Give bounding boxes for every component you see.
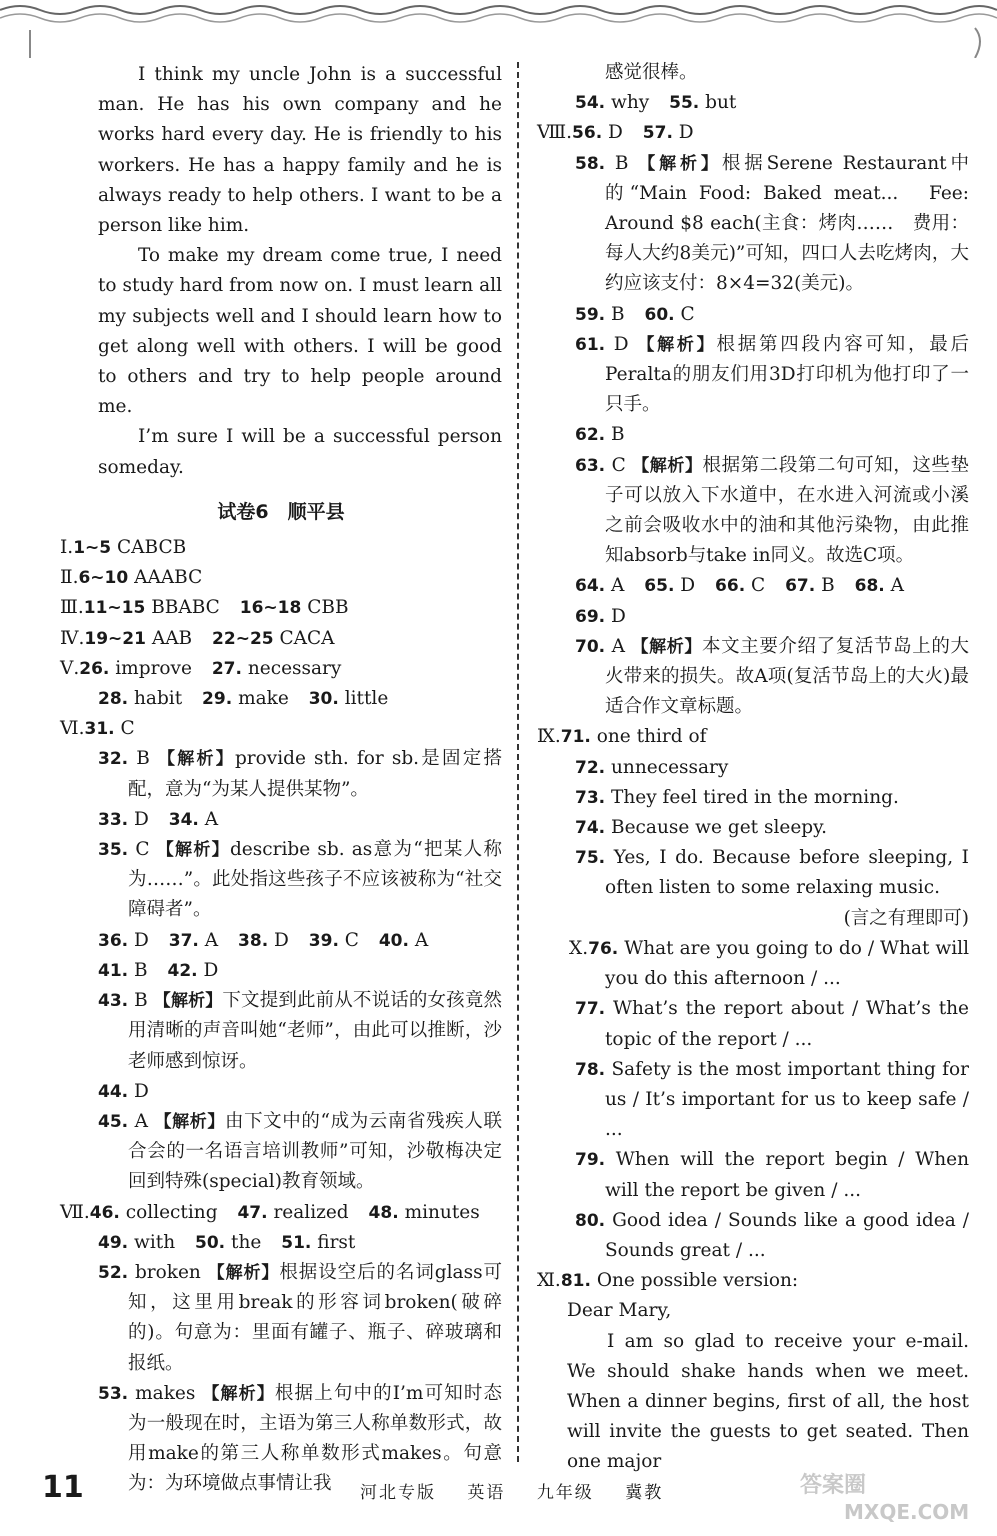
footer-edition: 河北专版 [360,1483,436,1503]
section-8: Ⅷ.56. D 57. D [537,122,694,144]
answer-41-42: 41. B 42. D [98,959,219,981]
answer-70: 70. A 【解析】本文主要介绍了复活节岛上的大火带来的损失。故A项(复活节岛上的大火)最适合作文章标题。 [575,635,969,718]
essay-paragraph-2: To make my dream come true, I need to study hard from now on. I must learn all my subjects well and I should learn how to get along well with others. I will be good to others and try to help people around me. [98,245,502,418]
answer-74: 74. Because we get sleepy. [575,817,827,839]
watermark-logo: 答案圈 [800,1473,867,1498]
letter-greeting: Dear Mary, [567,1300,672,1322]
answer-78: 78. Safety is the most important thing for us / It’s important for us to keep safe / ... [575,1058,969,1141]
answer-76: Ⅹ.76. What are you going to do / What will you do this afternoon / ... [569,937,969,990]
answer-69: 69. D [575,605,626,627]
answer-72: 72. unnecessary [575,756,729,778]
answer-53: 53. makes 【解析】根据上句中的I’m可知时态为一般现在时，主语为第三人称单数形式，故用make的第三人称单数形式makes。句意为：为环境做点事情让我 [98,1382,502,1495]
section-11: Ⅺ.81. One possible version: [537,1270,799,1292]
section-9: Ⅸ.71. one third of [537,726,707,748]
essay-paragraph-1: I think my uncle John is a successful man. He has his own company and he works hard every day. He is friendly to his workers. He has a happy family and he is always ready to help others. I want to be a person like him. [98,64,502,237]
answer-61: 61. D 【解析】根据第四段内容可知，最后Peralta的朋友们用3D打印机为他打印了一只手。 [575,333,970,416]
right-column [537,58,969,1478]
section-title: 试卷6 顺平县 [217,500,345,523]
answer-54-55: 54. why 55. but [575,92,737,114]
section-6: Ⅵ.31. C [60,718,135,740]
top-decorative-border [0,0,997,58]
answer-36-40: 36. D 37. A 38. D 39. C 40. A [98,929,429,951]
answer-49-51: 49. with 50. the 51. first [98,1231,356,1253]
section-1: Ⅰ.1~5 CABCB [60,537,187,559]
page-number: 11 [42,1470,84,1505]
answer-62: 62. B [575,424,625,446]
section-3: Ⅲ.11~15 BBABC 16~18 CBB [60,597,349,619]
section-5: Ⅴ.26. improve 27. necessary [60,657,342,679]
answer-note: (言之有理即可) [843,907,969,929]
section-7: Ⅶ.46. collecting 47. realized 48. minutes [60,1201,480,1223]
column-divider [517,62,519,1462]
footer-info [360,1478,687,1503]
footer-grade: 九年级 [536,1483,594,1503]
answer-58: 58. B 【解析】根据Serene Restaurant中的“Main Food: Baked meat... Fee: Around $8 each(主食：烤肉…… 费用：每人大约8美元)”可知，四口人去吃烤肉，大约应该支付：8×4=32(美元)。 [575,152,969,295]
answer-79: 79. When will the report begin / When will the report be given / ... [575,1149,969,1201]
watermark-url: MXQE.COM [844,1500,970,1524]
section-2: Ⅱ.6~10 AAABC [60,567,203,589]
answer-59-60: 59. B 60. C [575,303,695,325]
footer-publisher: 冀教 [625,1483,664,1503]
answer-80: 80. Good idea / Sounds like a good idea / Sounds great / ... [575,1209,969,1261]
answer-52: 52. broken 【解析】根据设空后的名词glass可知，这里用break的形容词broken(破碎的)。句意为：里面有罐子、瓶子、碎玻璃和报纸。 [98,1261,502,1374]
answer-43: 43. B 【解析】下文提到此前从不说话的女孩竟然用清晰的声音叫她“老师”，由此可以推断，沙老师感到惊讶。 [98,990,502,1072]
left-column [60,58,502,1500]
section-5-row-2: 28. habit 29. make 30. little [98,688,389,710]
answer-35: 35. C 【解析】describe sb. as意为“把某人称为……”。此处指这些孩子不应该被称为“社交障碍者”。 [98,839,502,921]
footer-subject: 英语 [467,1483,506,1503]
letter-body: I am so glad to receive your e-mail. We should shake hands when we meet. When a dinner begins, first of all, the host will invite the guests to get seated. Then one major [567,1330,969,1473]
answer-77: 77. What’s the report about / What’s the topic of the report / ... [575,998,969,1050]
essay-paragraph-3: I’m sure I will be a successful person someday. [98,426,502,478]
answer-44: 44. D [98,1080,149,1102]
answer-73: 73. They feel tired in the morning. [575,786,899,808]
answer-45: 45. A 【解析】由下文中的“成为云南省残疾人联合会的一名语言培训教师”可知，沙敬梅决定回到特殊(special)教育领域。 [98,1110,502,1193]
answer-63: 63. C 【解析】根据第二段第二句可知，这些垫子可以放入下水道中，在水进入河流或小溪之前会吸收水中的油和其他污染物，由此推知absorb与take in同义。故选C项。 [575,454,970,567]
answer-32: 32. B 【解析】provide sth. for sb.是固定搭配，意为“为某人提供某物”。 [98,748,502,800]
answer-75: 75. Yes, I do. Because before sleeping, I often listen to some relaxing music. [575,847,969,899]
answer-53-continued: 感觉很棒。 [605,62,698,83]
answer-33-34: 33. D 34. A [98,808,219,830]
answer-64-68: 64. A 65. D 66. C 67. B 68. A [575,575,904,597]
section-4: Ⅳ.19~21 AAB 22~25 CACA [60,627,335,649]
